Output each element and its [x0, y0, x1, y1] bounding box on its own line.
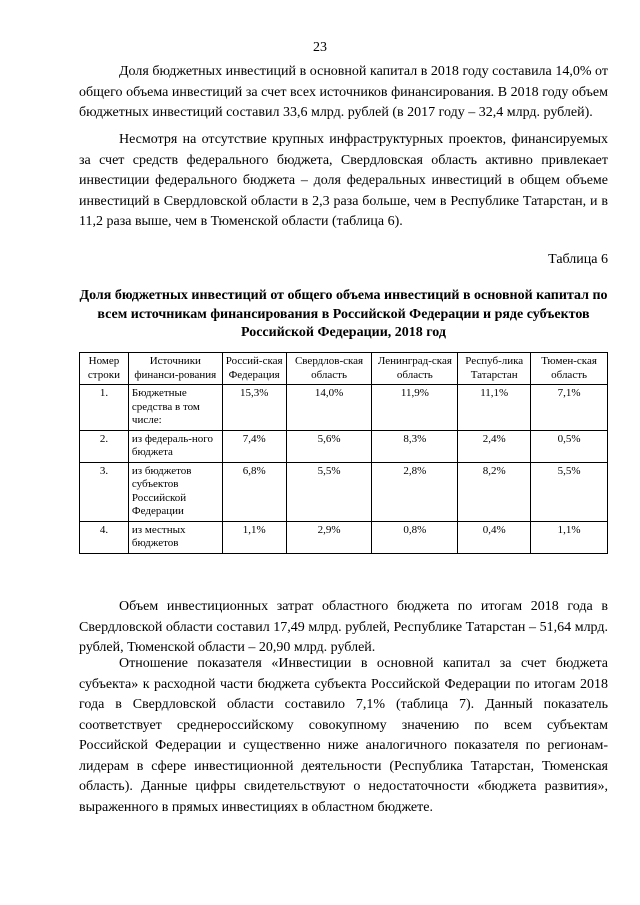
table-header-row	[80, 353, 608, 385]
cell-value: 1,1%	[531, 521, 608, 553]
cell-value: 6,8%	[222, 462, 286, 521]
paragraph-investment-ratio: Отношение показателя «Инвестиции в основной капитал за счет бюджета субъекта» к расходной части бюджета субъекта Российской Федерации по итогам 2018 года в Свердловской области составило 7,1% (таблица 7). Данный показатель соответствует среднероссийскому совокупному значению по всем субъектам Российской Федерации и существенно ниже аналогичного показателя по регионам-лидерам в сфере инвестиционной деятельности (Республика Татарстан, Тюменская область). Данные цифры свидетельствуют о недостаточности «бюджета развития», выраженного в прямых инвестициях в областном бюджете.	[79, 656, 608, 815]
table-row	[80, 521, 608, 553]
cell-source: Бюджетные средства в том числе:	[128, 385, 222, 431]
cell-value: 2,9%	[286, 521, 372, 553]
table-title: Доля бюджетных инвестиций от общего объема инвестиций в основной капитал по всем источникам финансирования в Российской Федерации и ряде субъектов Российской Федерации, 2018 год	[79, 288, 608, 340]
table-caption: Таблица 6	[548, 252, 608, 267]
cell-row-number: 3.	[80, 462, 129, 521]
table-row	[80, 430, 608, 462]
cell-value: 1,1%	[222, 521, 286, 553]
cell-row-number: 4.	[80, 521, 129, 553]
cell-value: 5,5%	[531, 462, 608, 521]
header-sverdlovsk: Свердлов-ская область	[286, 353, 372, 385]
table-row	[80, 385, 608, 431]
cell-value: 11,9%	[372, 385, 458, 431]
cell-value: 0,5%	[531, 430, 608, 462]
cell-value: 2,4%	[458, 430, 531, 462]
cell-value: 5,5%	[286, 462, 372, 521]
cell-source: из бюджетов субъектов Российской Федерации	[128, 462, 222, 521]
cell-row-number: 1.	[80, 385, 129, 431]
header-russian-federation: Россий-ская Федерация	[222, 353, 286, 385]
cell-source: из местных бюджетов	[128, 521, 222, 553]
budget-investment-table	[79, 352, 608, 554]
table-row	[80, 462, 608, 521]
cell-value: 8,3%	[372, 430, 458, 462]
cell-value: 15,3%	[222, 385, 286, 431]
cell-value: 14,0%	[286, 385, 372, 431]
cell-value: 11,1%	[458, 385, 531, 431]
cell-value: 0,8%	[372, 521, 458, 553]
cell-value: 7,1%	[531, 385, 608, 431]
cell-source: из федераль-ного бюджета	[128, 430, 222, 462]
cell-row-number: 2.	[80, 430, 129, 462]
header-tatarstan: Респуб-лика Татарстан	[458, 353, 531, 385]
cell-value: 7,4%	[222, 430, 286, 462]
page-number: 23	[313, 40, 327, 55]
cell-value: 2,8%	[372, 462, 458, 521]
paragraph-regional-budget-costs: Объем инвестиционных затрат областного бюджета по итогам 2018 года в Свердловской области составил 17,49 млрд. рублей, Республике Татарстан – 51,64 млрд. рублей, Тюменской области – 20,90 млрд. рублей.	[79, 599, 608, 655]
cell-value: 8,2%	[458, 462, 531, 521]
header-sources: Источники финанси-рования	[128, 353, 222, 385]
header-leningrad: Ленинград-ская область	[372, 353, 458, 385]
header-tyumen: Тюмен-ская область	[531, 353, 608, 385]
cell-value: 0,4%	[458, 521, 531, 553]
cell-value: 5,6%	[286, 430, 372, 462]
paragraph-federal-investments: Несмотря на отсутствие крупных инфраструктурных проектов, финансируемых за счет средств федерального бюджета, Свердловская область активно привлекает инвестиции федерального бюджета – доля федеральных инвестиций в общем объеме инвестиций в Свердловской области в 2,3 раза больше, чем в Республике Татарстан, и в 11,2 раза выше, чем в Тюменской области (таблица 6).	[79, 132, 608, 229]
paragraph-budget-share: Доля бюджетных инвестиций в основной капитал в 2018 году составила 14,0% от общего объема инвестиций за счет всех источников финансирования. В 2018 году объем бюджетных инвестиций составил 33,6 млрд. рублей (в 2017 году – 32,4 млрд. рублей).	[79, 64, 608, 120]
header-row-number: Номер строки	[80, 353, 129, 385]
